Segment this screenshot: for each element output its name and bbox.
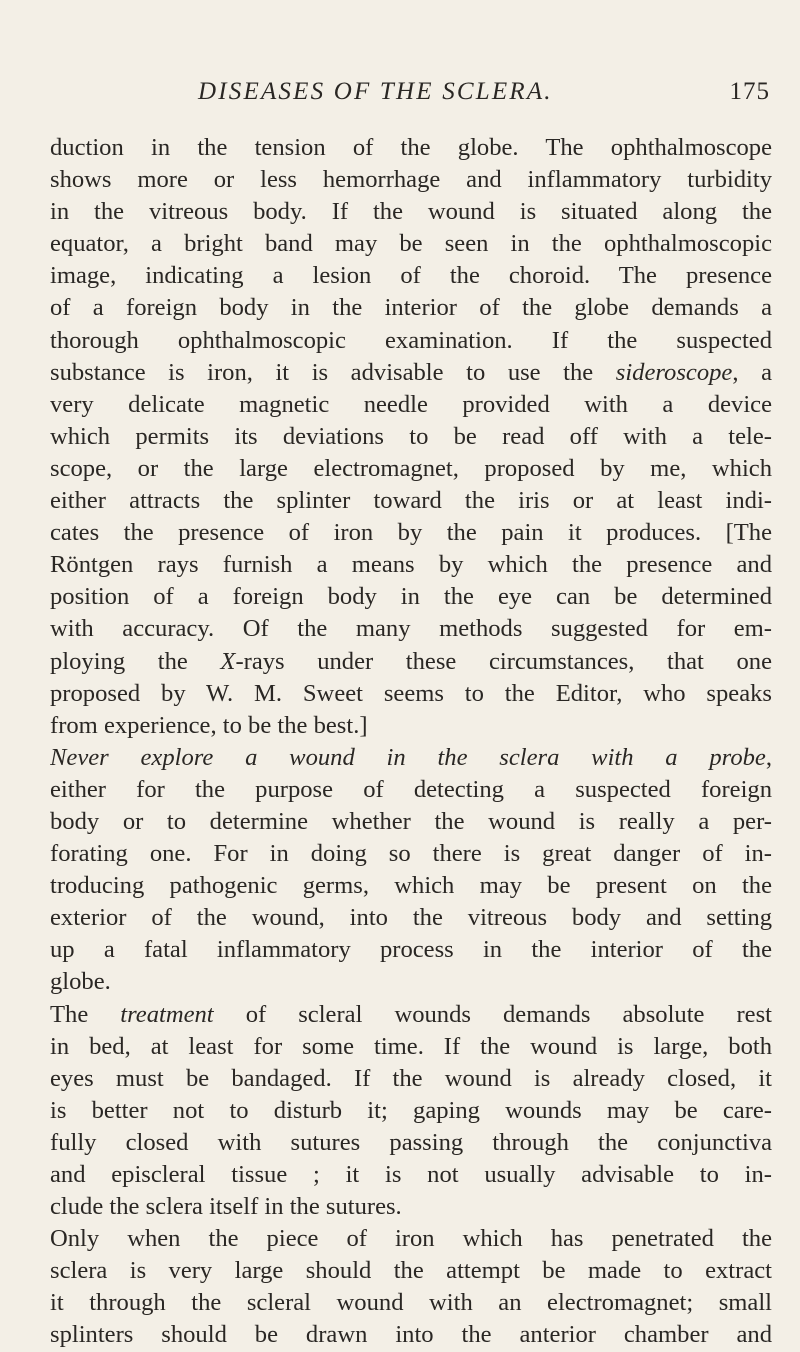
text-run: ploying the — [50, 647, 221, 675]
text-line — [50, 742, 772, 774]
text-run: either attracts the splinter toward the iris or at least indi- — [50, 487, 772, 515]
text-run: either for the purpose of detecting a suspected foreign — [50, 775, 772, 803]
text-run: scope, or the large electromagnet, proposed by me, which — [50, 454, 772, 482]
text-line — [50, 1191, 772, 1223]
text-run: Röntgen rays furnish a means by which the presence and — [50, 551, 772, 579]
text-run: duction in the tension of the globe. The ophthalmoscope — [50, 134, 772, 161]
text-run: image, indicating a lesion of the choroid. The presence — [50, 262, 772, 290]
text-line — [50, 292, 772, 324]
text-run: from experience, to be the best.] — [50, 711, 368, 739]
text-line — [50, 966, 772, 998]
text-run: body or to determine whether the wound is really a per- — [50, 807, 772, 835]
text-run: shows more or less hemorrhage and inflammatory turbidity — [50, 166, 772, 194]
text-line — [50, 774, 772, 806]
text-line — [50, 838, 772, 870]
body-text — [50, 132, 772, 1352]
text-line — [50, 421, 772, 453]
running-head — [150, 78, 770, 114]
text-run: of scleral wounds demands absolute rest — [213, 1000, 772, 1028]
text-run: exterior of the wound, into the vitreous body and setting — [50, 904, 772, 932]
text-run: thorough ophthalmoscopic examination. If the suspected — [50, 326, 772, 354]
text-line — [50, 325, 772, 357]
text-run: which permits its deviations to be read off with a tele- — [50, 422, 772, 450]
text-line — [50, 678, 772, 710]
text-line — [50, 581, 772, 613]
italic-text: treatment — [120, 1000, 214, 1028]
text-run: proposed by W. M. Sweet seems to the Editor, who speaks — [50, 679, 772, 707]
text-run: is better not to disturb it; gaping wounds may be care- — [50, 1096, 772, 1124]
text-line — [50, 710, 772, 742]
text-run: in the vitreous body. If the wound is situated along the — [50, 198, 772, 226]
text-run: with accuracy. Of the many methods suggested for em- — [50, 615, 772, 643]
page-number: 175 — [729, 78, 770, 105]
text-line — [50, 453, 772, 485]
text-run: substance is iron, it is advisable to use the — [50, 358, 616, 386]
text-line — [50, 806, 772, 838]
text-run: globe. — [50, 968, 111, 996]
text-run: fully closed with sutures passing through the conjunctiva — [50, 1128, 772, 1156]
text-run: it through the scleral wound with an electromagnet; small — [50, 1289, 772, 1317]
text-line — [50, 164, 772, 196]
text-run: eyes must be bandaged. If the wound is already closed, it — [50, 1064, 772, 1092]
text-line — [50, 1255, 772, 1287]
text-line — [50, 389, 772, 421]
running-title: DISEASES OF THE SCLERA. — [198, 78, 553, 105]
text-line — [50, 1319, 772, 1351]
text-run: position of a foreign body in the eye can be determined — [50, 583, 772, 611]
text-line — [50, 646, 772, 678]
text-line — [50, 260, 772, 292]
italic-text: X — [220, 647, 236, 675]
text-line — [50, 1095, 772, 1127]
text-run: -rays under these circumstances, that one — [235, 647, 772, 675]
text-run: up a fatal inflammatory process in the interior of the — [50, 936, 772, 964]
text-line — [50, 517, 772, 549]
text-line — [50, 1223, 772, 1255]
text-run: clude the sclera itself in the sutures. — [50, 1193, 402, 1221]
text-line — [50, 934, 772, 966]
text-line — [50, 870, 772, 902]
text-line — [50, 613, 772, 645]
text-run: of a foreign body in the interior of the globe demands a — [50, 294, 772, 322]
text-line — [50, 357, 772, 389]
text-line — [50, 132, 772, 164]
text-run: sclera is very large should the attempt be made to extract — [50, 1257, 772, 1285]
text-run: , a — [732, 358, 772, 386]
text-line — [50, 902, 772, 934]
text-run: equator, a bright band may be seen in the ophthalmoscopic — [50, 230, 772, 258]
italic-text: Never explore a wound in the sclera with a probe — [50, 743, 766, 771]
text-run: The — [50, 1000, 121, 1028]
text-line — [50, 1287, 772, 1319]
text-run: , — [765, 743, 772, 771]
text-run: cates the presence of iron by the pain it produces. [The — [50, 519, 772, 547]
text-line — [50, 1063, 772, 1095]
text-run: very delicate magnetic needle provided with a device — [50, 390, 772, 418]
text-line — [50, 485, 772, 517]
text-run: forating one. For in doing so there is great danger of in- — [50, 840, 772, 868]
text-line — [50, 228, 772, 260]
text-line — [50, 1127, 772, 1159]
text-run: troducing pathogenic germs, which may be present on the — [50, 872, 772, 900]
text-line — [50, 549, 772, 581]
text-run: splinters should be drawn into the anterior chamber and — [50, 1321, 772, 1349]
text-line — [50, 999, 772, 1031]
text-line — [50, 1031, 772, 1063]
text-run: Only when the piece of iron which has penetrated the — [50, 1225, 772, 1253]
text-line — [50, 1159, 772, 1191]
text-run: in bed, at least for some time. If the wound is large, both — [50, 1032, 772, 1060]
text-line — [50, 196, 772, 228]
italic-text: sideroscope — [615, 358, 733, 386]
text-run: and episcleral tissue ; it is not usually advisable to in- — [50, 1161, 772, 1188]
